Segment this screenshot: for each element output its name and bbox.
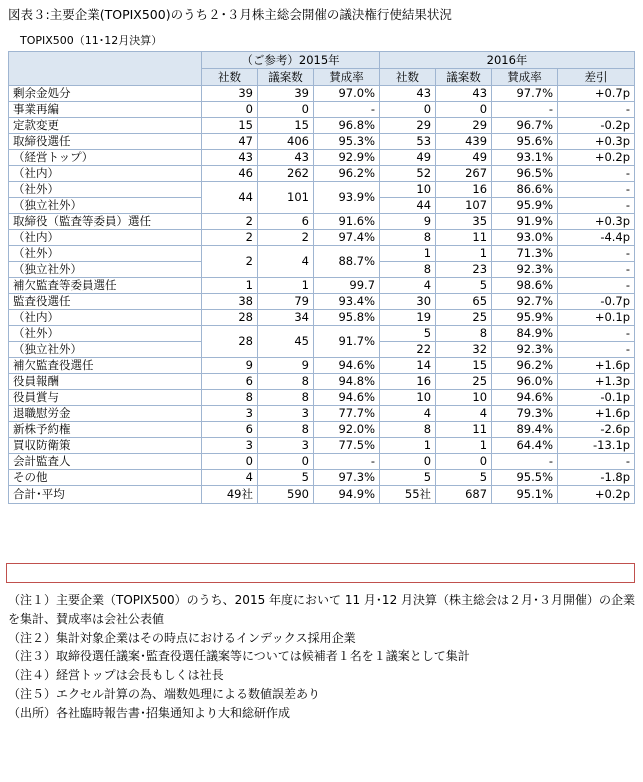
cell-label: （経営トップ） — [9, 150, 202, 166]
cell-approval-2016: 71.3% — [492, 246, 558, 262]
cell-approval-2016: 92.3% — [492, 262, 558, 278]
cell-proposals-2016: 10 — [436, 390, 492, 406]
cell-proposals-2016: 1 — [436, 246, 492, 262]
header-proposals-2016: 議案数 — [436, 69, 492, 86]
cell-approval-2016: 95.1% — [492, 486, 558, 504]
cell-label: （社外） — [9, 246, 202, 262]
cell-companies-2016: 16 — [380, 374, 436, 390]
voting-results-table — [8, 51, 635, 504]
cell-proposals-2016: 32 — [436, 342, 492, 358]
total-highlight-box — [6, 563, 635, 583]
cell-approval-2016: 92.7% — [492, 294, 558, 310]
cell-proposals-2015: 39 — [258, 86, 314, 102]
cell-approval-2015: 95.8% — [314, 310, 380, 326]
cell-difference: +1.3p — [558, 374, 635, 390]
cell-difference: +0.7p — [558, 86, 635, 102]
cell-proposals-2015: 0 — [258, 102, 314, 118]
cell-difference: - — [558, 262, 635, 278]
cell-approval-2015: - — [314, 102, 380, 118]
cell-proposals-2015: 101 — [258, 182, 314, 214]
cell-label: 補欠監査役選任 — [9, 358, 202, 374]
cell-proposals-2015: 15 — [258, 118, 314, 134]
cell-proposals-2016: 11 — [436, 230, 492, 246]
cell-companies-2015: 9 — [202, 358, 258, 374]
cell-difference: -0.7p — [558, 294, 635, 310]
cell-approval-2016: 89.4% — [492, 422, 558, 438]
cell-approval-2015: 77.5% — [314, 438, 380, 454]
cell-label: 事業再編 — [9, 102, 202, 118]
cell-approval-2016: 86.6% — [492, 182, 558, 198]
header-difference: 差引 — [558, 69, 635, 86]
cell-proposals-2015: 3 — [258, 406, 314, 422]
cell-companies-2016: 8 — [380, 230, 436, 246]
cell-label: 役員報酬 — [9, 374, 202, 390]
table-row — [9, 182, 635, 198]
cell-proposals-2016: 5 — [436, 278, 492, 294]
cell-companies-2016: 0 — [380, 454, 436, 470]
table-row — [9, 278, 635, 294]
cell-label: 新株予約権 — [9, 422, 202, 438]
note-5: （注５）エクセル計算の為、端数処理による数値誤差あり — [8, 686, 321, 701]
cell-label: （独立社外） — [9, 198, 202, 214]
table-row — [9, 390, 635, 406]
cell-difference: - — [558, 342, 635, 358]
cell-companies-2016: 14 — [380, 358, 436, 374]
cell-label: （独立社外） — [9, 262, 202, 278]
table-row — [9, 470, 635, 486]
cell-approval-2015: 97.4% — [314, 230, 380, 246]
cell-approval-2016: 93.0% — [492, 230, 558, 246]
header-approval-2015: 賛成率 — [314, 69, 380, 86]
cell-proposals-2016: 439 — [436, 134, 492, 150]
table-row — [9, 294, 635, 310]
cell-proposals-2016: 23 — [436, 262, 492, 278]
cell-proposals-2016: 49 — [436, 150, 492, 166]
cell-approval-2016: 91.9% — [492, 214, 558, 230]
cell-companies-2016: 19 — [380, 310, 436, 326]
table-row — [9, 422, 635, 438]
cell-label: 補欠監査等委員選任 — [9, 278, 202, 294]
cell-difference: -0.1p — [558, 390, 635, 406]
cell-approval-2015: 99.7 — [314, 278, 380, 294]
cell-proposals-2015: 0 — [258, 454, 314, 470]
cell-difference: -4.4p — [558, 230, 635, 246]
table-row — [9, 454, 635, 470]
total-row — [9, 486, 635, 504]
table-row — [9, 326, 635, 342]
cell-difference: +0.3p — [558, 134, 635, 150]
table-row — [9, 150, 635, 166]
cell-proposals-2015: 79 — [258, 294, 314, 310]
cell-companies-2016: 44 — [380, 198, 436, 214]
cell-companies-2016: 1 — [380, 438, 436, 454]
cell-proposals-2016: 15 — [436, 358, 492, 374]
cell-companies-2016: 10 — [380, 390, 436, 406]
cell-companies-2015: 46 — [202, 166, 258, 182]
cell-proposals-2016: 25 — [436, 310, 492, 326]
cell-proposals-2016: 0 — [436, 102, 492, 118]
cell-difference: +0.3p — [558, 214, 635, 230]
cell-label: （社内） — [9, 166, 202, 182]
cell-proposals-2016: 267 — [436, 166, 492, 182]
cell-approval-2015: 94.8% — [314, 374, 380, 390]
table-row — [9, 310, 635, 326]
note-1: （注１）主要企業（TOPIX500）のうち、2015 年度において 11 月･12 月決算（株主総会は２月･３月開催）の企業を集計、賛成率は会社公表値 — [8, 593, 636, 626]
cell-approval-2016: 96.0% — [492, 374, 558, 390]
notes-section — [8, 591, 636, 723]
cell-companies-2015: 47 — [202, 134, 258, 150]
cell-companies-2015: 2 — [202, 246, 258, 278]
cell-approval-2015: 91.6% — [314, 214, 380, 230]
cell-label: 買収防衛策 — [9, 438, 202, 454]
cell-difference: - — [558, 454, 635, 470]
cell-approval-2015: 94.6% — [314, 358, 380, 374]
cell-proposals-2015: 8 — [258, 422, 314, 438]
table-row — [9, 406, 635, 422]
note-3: （注３）取締役選任議案･監査役選任議案等については候補者１名を１議案として集計 — [8, 649, 470, 664]
cell-approval-2015: 97.0% — [314, 86, 380, 102]
cell-companies-2015: 43 — [202, 150, 258, 166]
cell-difference: - — [558, 326, 635, 342]
cell-difference: -13.1p — [558, 438, 635, 454]
cell-proposals-2015: 45 — [258, 326, 314, 358]
cell-companies-2015: 2 — [202, 214, 258, 230]
cell-companies-2015: 44 — [202, 182, 258, 214]
cell-companies-2016: 8 — [380, 262, 436, 278]
cell-companies-2016: 22 — [380, 342, 436, 358]
cell-label: （社内） — [9, 230, 202, 246]
cell-proposals-2015: 590 — [258, 486, 314, 504]
table-subtitle: TOPIX500（11･12月決算） — [20, 34, 163, 47]
table-row — [9, 438, 635, 454]
cell-companies-2016: 5 — [380, 470, 436, 486]
cell-companies-2015: 28 — [202, 310, 258, 326]
cell-companies-2015: 8 — [202, 390, 258, 406]
cell-difference: - — [558, 102, 635, 118]
cell-approval-2016: 93.1% — [492, 150, 558, 166]
cell-companies-2015: 28 — [202, 326, 258, 358]
cell-companies-2015: 49社 — [202, 486, 258, 504]
cell-companies-2016: 55社 — [380, 486, 436, 504]
cell-approval-2016: 95.5% — [492, 470, 558, 486]
cell-approval-2016: 96.2% — [492, 358, 558, 374]
cell-difference: -2.6p — [558, 422, 635, 438]
table-row — [9, 86, 635, 102]
cell-companies-2015: 1 — [202, 278, 258, 294]
cell-label: 剰余金処分 — [9, 86, 202, 102]
note-4: （注４）経営トップは会長もしくは社長 — [8, 668, 224, 683]
cell-companies-2016: 0 — [380, 102, 436, 118]
cell-approval-2016: 84.9% — [492, 326, 558, 342]
table-row — [9, 118, 635, 134]
cell-proposals-2015: 3 — [258, 438, 314, 454]
cell-approval-2015: 92.0% — [314, 422, 380, 438]
cell-companies-2015: 6 — [202, 374, 258, 390]
cell-proposals-2015: 8 — [258, 374, 314, 390]
cell-proposals-2016: 107 — [436, 198, 492, 214]
cell-companies-2015: 2 — [202, 230, 258, 246]
table-row — [9, 134, 635, 150]
cell-label: 監査役選任 — [9, 294, 202, 310]
header-companies-2015: 社数 — [202, 69, 258, 86]
cell-companies-2015: 38 — [202, 294, 258, 310]
cell-companies-2016: 4 — [380, 406, 436, 422]
cell-approval-2016: 92.3% — [492, 342, 558, 358]
cell-proposals-2016: 4 — [436, 406, 492, 422]
cell-proposals-2016: 5 — [436, 470, 492, 486]
cell-approval-2015: 95.3% — [314, 134, 380, 150]
cell-difference: - — [558, 182, 635, 198]
cell-difference: -1.8p — [558, 470, 635, 486]
cell-approval-2016: 95.9% — [492, 310, 558, 326]
cell-label: 退職慰労金 — [9, 406, 202, 422]
cell-companies-2016: 30 — [380, 294, 436, 310]
cell-label: 定款変更 — [9, 118, 202, 134]
cell-approval-2016: - — [492, 102, 558, 118]
cell-companies-2016: 8 — [380, 422, 436, 438]
cell-label: （社内） — [9, 310, 202, 326]
note-source: （出所）各社臨時報告書･招集通知より大和総研作成 — [8, 705, 291, 720]
cell-companies-2016: 5 — [380, 326, 436, 342]
cell-proposals-2016: 29 — [436, 118, 492, 134]
cell-proposals-2015: 8 — [258, 390, 314, 406]
cell-label: （独立社外） — [9, 342, 202, 358]
cell-label: 会計監査人 — [9, 454, 202, 470]
cell-difference: +0.2p — [558, 486, 635, 504]
cell-approval-2015: 96.2% — [314, 166, 380, 182]
cell-approval-2015: 88.7% — [314, 246, 380, 278]
cell-approval-2015: 94.6% — [314, 390, 380, 406]
cell-label: 役員賞与 — [9, 390, 202, 406]
cell-companies-2016: 1 — [380, 246, 436, 262]
cell-companies-2015: 0 — [202, 454, 258, 470]
cell-proposals-2016: 16 — [436, 182, 492, 198]
header-companies-2016: 社数 — [380, 69, 436, 86]
cell-approval-2016: 96.7% — [492, 118, 558, 134]
header-year-2016: 2016年 — [380, 52, 635, 69]
cell-approval-2015: 94.9% — [314, 486, 380, 504]
cell-difference: -0.2p — [558, 118, 635, 134]
note-2: （注２）集計対象企業はその時点におけるインデックス採用企業 — [8, 630, 356, 645]
header-year-2015: （ご参考）2015年 — [202, 52, 380, 69]
cell-proposals-2016: 35 — [436, 214, 492, 230]
cell-proposals-2016: 1 — [436, 438, 492, 454]
header-row-years — [9, 52, 635, 69]
cell-difference: +1.6p — [558, 406, 635, 422]
cell-proposals-2016: 43 — [436, 86, 492, 102]
table-row — [9, 102, 635, 118]
cell-companies-2015: 4 — [202, 470, 258, 486]
cell-companies-2015: 39 — [202, 86, 258, 102]
cell-proposals-2015: 406 — [258, 134, 314, 150]
cell-approval-2015: 93.4% — [314, 294, 380, 310]
cell-approval-2016: 95.6% — [492, 134, 558, 150]
cell-companies-2015: 0 — [202, 102, 258, 118]
cell-companies-2016: 10 — [380, 182, 436, 198]
cell-difference: - — [558, 166, 635, 182]
cell-proposals-2016: 25 — [436, 374, 492, 390]
cell-proposals-2015: 5 — [258, 470, 314, 486]
cell-approval-2016: 95.9% — [492, 198, 558, 214]
table-row — [9, 374, 635, 390]
cell-label: 取締役選任 — [9, 134, 202, 150]
cell-difference: - — [558, 198, 635, 214]
cell-companies-2015: 15 — [202, 118, 258, 134]
cell-companies-2016: 29 — [380, 118, 436, 134]
cell-difference: - — [558, 278, 635, 294]
cell-companies-2016: 9 — [380, 214, 436, 230]
cell-difference: +0.2p — [558, 150, 635, 166]
cell-approval-2015: 91.7% — [314, 326, 380, 358]
cell-companies-2016: 43 — [380, 86, 436, 102]
cell-approval-2016: 98.6% — [492, 278, 558, 294]
cell-label: 取締役（監査等委員）選任 — [9, 214, 202, 230]
header-approval-2016: 賛成率 — [492, 69, 558, 86]
table-row — [9, 246, 635, 262]
cell-approval-2015: 77.7% — [314, 406, 380, 422]
cell-label: （社外） — [9, 182, 202, 198]
cell-approval-2015: - — [314, 454, 380, 470]
cell-proposals-2016: 11 — [436, 422, 492, 438]
figure-title: 図表３:主要企業(TOPIX500)のうち２･３月株主総会開催の議決権行使結果状況 — [8, 7, 452, 22]
cell-approval-2015: 93.9% — [314, 182, 380, 214]
cell-approval-2015: 92.9% — [314, 150, 380, 166]
cell-companies-2015: 6 — [202, 422, 258, 438]
cell-companies-2015: 3 — [202, 406, 258, 422]
cell-proposals-2016: 0 — [436, 454, 492, 470]
cell-companies-2016: 53 — [380, 134, 436, 150]
table-row — [9, 358, 635, 374]
cell-proposals-2016: 8 — [436, 326, 492, 342]
cell-companies-2016: 49 — [380, 150, 436, 166]
table-row — [9, 230, 635, 246]
cell-proposals-2016: 687 — [436, 486, 492, 504]
cell-proposals-2015: 9 — [258, 358, 314, 374]
cell-difference: +0.1p — [558, 310, 635, 326]
cell-approval-2016: 64.4% — [492, 438, 558, 454]
cell-label: 合計･平均 — [9, 486, 202, 504]
cell-approval-2016: 94.6% — [492, 390, 558, 406]
cell-approval-2016: 96.5% — [492, 166, 558, 182]
cell-label: その他 — [9, 470, 202, 486]
cell-difference: - — [558, 246, 635, 262]
cell-proposals-2015: 4 — [258, 246, 314, 278]
cell-difference: +1.6p — [558, 358, 635, 374]
table-row — [9, 166, 635, 182]
cell-approval-2016: - — [492, 454, 558, 470]
cell-proposals-2016: 65 — [436, 294, 492, 310]
cell-proposals-2015: 2 — [258, 230, 314, 246]
cell-companies-2016: 4 — [380, 278, 436, 294]
cell-approval-2016: 97.7% — [492, 86, 558, 102]
cell-proposals-2015: 6 — [258, 214, 314, 230]
table-row — [9, 214, 635, 230]
cell-proposals-2015: 43 — [258, 150, 314, 166]
cell-approval-2015: 97.3% — [314, 470, 380, 486]
header-proposals-2015: 議案数 — [258, 69, 314, 86]
header-corner — [9, 52, 202, 86]
cell-proposals-2015: 34 — [258, 310, 314, 326]
cell-approval-2016: 79.3% — [492, 406, 558, 422]
cell-approval-2015: 96.8% — [314, 118, 380, 134]
cell-companies-2015: 3 — [202, 438, 258, 454]
cell-proposals-2015: 262 — [258, 166, 314, 182]
cell-label: （社外） — [9, 326, 202, 342]
cell-proposals-2015: 1 — [258, 278, 314, 294]
cell-companies-2016: 52 — [380, 166, 436, 182]
